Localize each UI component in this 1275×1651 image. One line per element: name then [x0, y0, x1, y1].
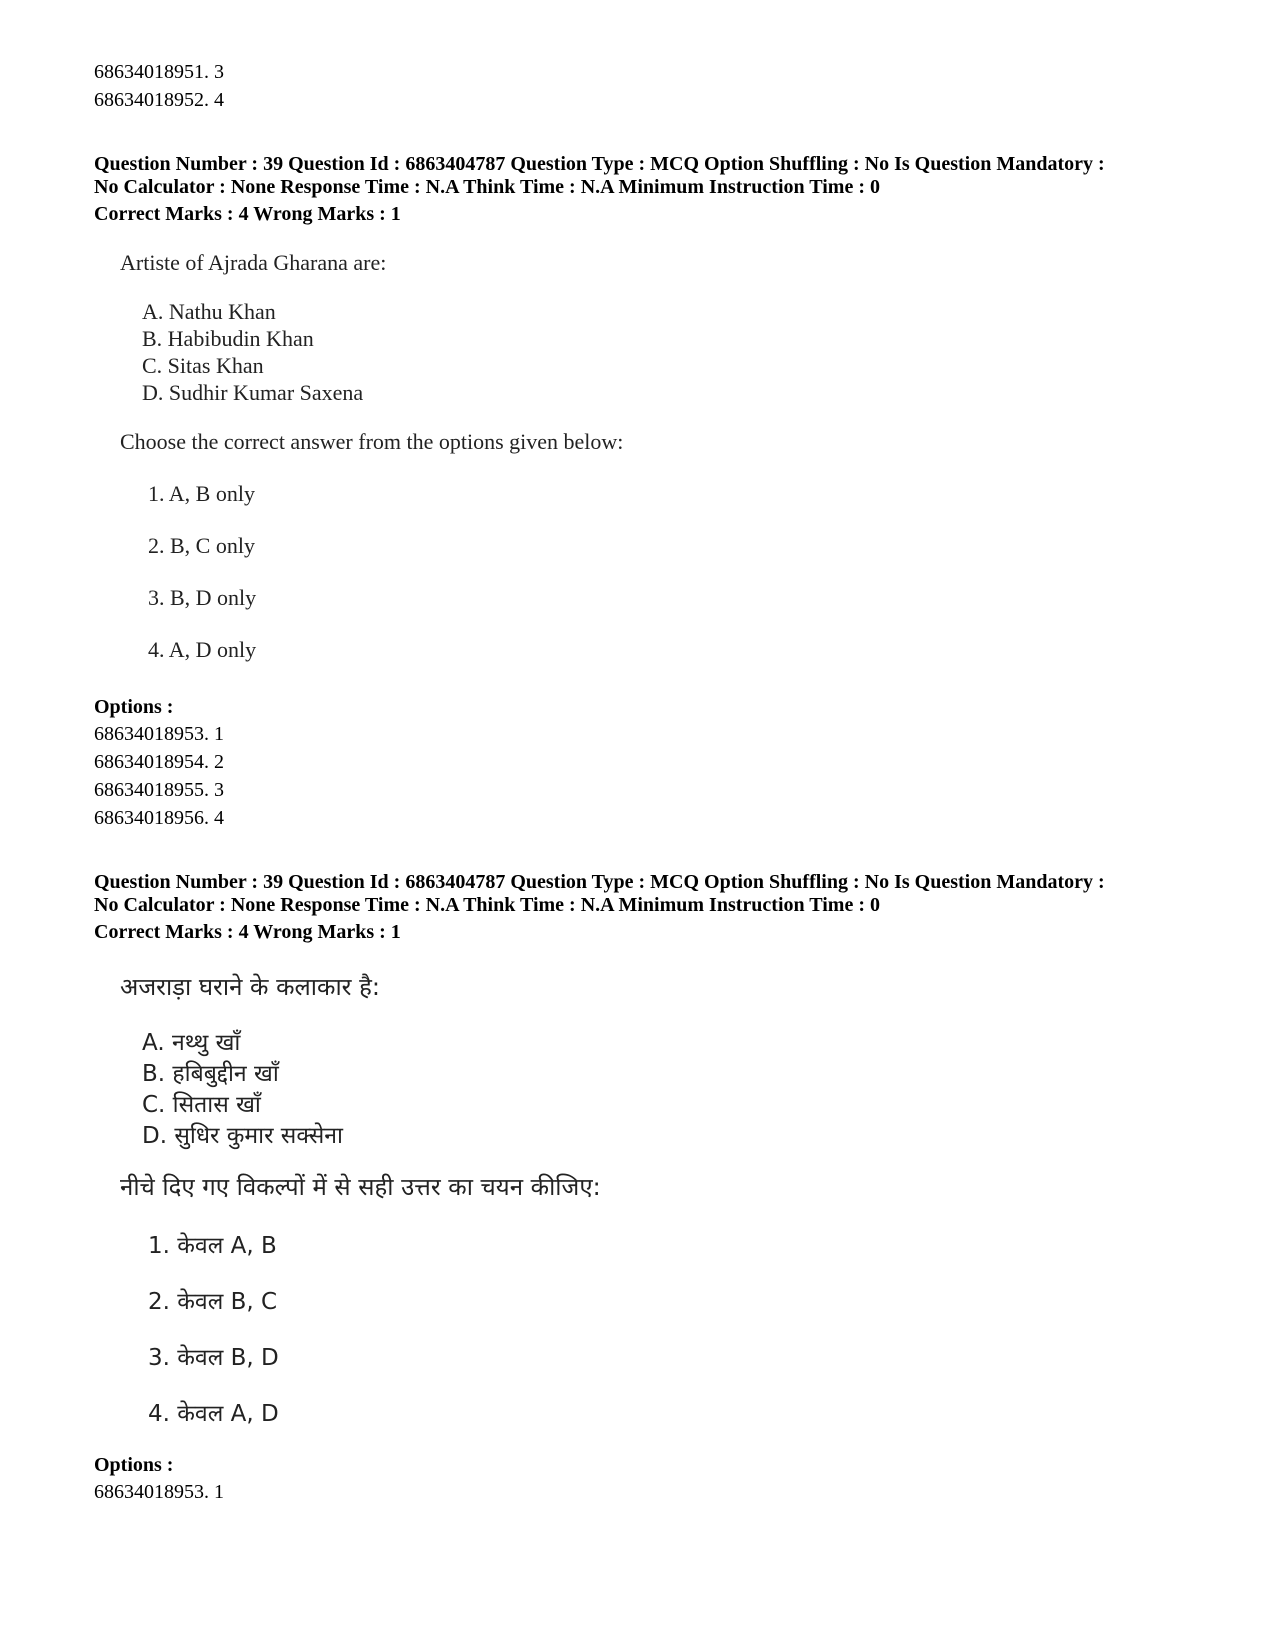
statement-item: A. Nathu Khan	[142, 299, 276, 324]
instruction-text: Choose the correct answer from the options given below:	[120, 429, 624, 454]
choice-item: 2. केवल B, C	[148, 1289, 278, 1315]
choice-item: 3. B, D only	[148, 585, 257, 610]
statement-item: A. नथ्थु खाँ	[142, 1030, 241, 1056]
question-meta-line2: No Calculator : None Response Time : N.A Think Time : N.A Minimum Instruction Time : 0	[94, 894, 880, 916]
choice-item: 1. A, B only	[148, 481, 255, 506]
question-text: अजराड़ा घराने के कलाकार है:	[120, 973, 380, 1001]
statement-item: C. Sitas Khan	[142, 353, 264, 378]
choice-item: 3. केवल B, D	[148, 1345, 279, 1371]
question-text: Artiste of Ajrada Gharana are:	[120, 250, 387, 275]
option-line: 68634018952. 4	[94, 89, 224, 111]
option-line: 68634018955. 3	[94, 779, 224, 801]
statement-item: D. सुधिर कुमार सक्सेना	[142, 1123, 344, 1149]
choice-item: 2. B, C only	[148, 533, 255, 558]
option-line: 68634018953. 1	[94, 1481, 224, 1503]
question-marks: Correct Marks : 4 Wrong Marks : 1	[94, 921, 401, 943]
choice-item: 4. केवल A, D	[148, 1401, 279, 1427]
option-line: 68634018951. 3	[94, 61, 224, 83]
option-line: 68634018956. 4	[94, 807, 224, 829]
statement-item: B. हबिबुद्दीन खाँ	[142, 1061, 279, 1087]
instruction-text: नीचे दिए गए विकल्पों में से सही उत्तर का चयन कीजिए:	[120, 1173, 601, 1201]
options-label: Options :	[94, 1454, 174, 1476]
options-label: Options :	[94, 696, 174, 718]
question-meta-line2: No Calculator : None Response Time : N.A Think Time : N.A Minimum Instruction Time : 0	[94, 176, 880, 198]
statement-item: D. Sudhir Kumar Saxena	[142, 380, 364, 405]
option-line: 68634018953. 1	[94, 723, 224, 745]
question-marks: Correct Marks : 4 Wrong Marks : 1	[94, 203, 401, 225]
choice-item: 4. A, D only	[148, 637, 257, 662]
question-meta-line1: Question Number : 39 Question Id : 6863404787 Question Type : MCQ Option Shuffling : No Is Question Mandatory :	[94, 871, 1105, 893]
statement-item: B. Habibudin Khan	[142, 326, 314, 351]
choice-item: 1. केवल A, B	[148, 1233, 277, 1259]
question-meta-line1: Question Number : 39 Question Id : 6863404787 Question Type : MCQ Option Shuffling : No Is Question Mandatory :	[94, 153, 1105, 175]
option-line: 68634018954. 2	[94, 751, 224, 773]
statement-item: C. सितास खाँ	[142, 1092, 261, 1118]
